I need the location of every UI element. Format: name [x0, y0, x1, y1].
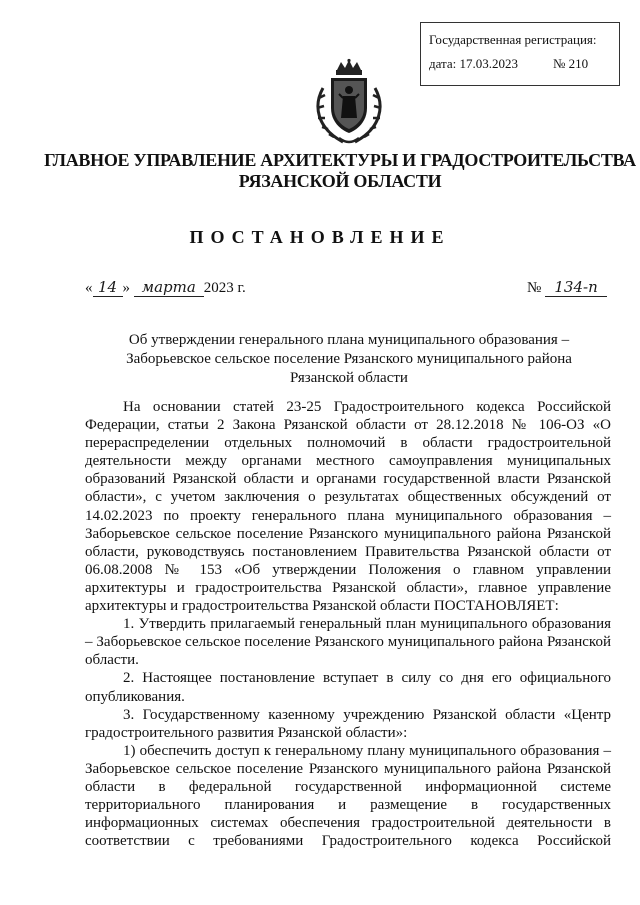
item-2-paragraph: 2. Настоящее постановление вступает в силу со дня его официального опубликования.: [85, 670, 611, 705]
document-type-title: ПОСТАНОВЛЕНИЕ: [189, 227, 451, 247]
date-month: марта: [134, 278, 204, 297]
document-number: [527, 278, 607, 297]
number-value: 134-п: [545, 278, 607, 297]
document-date: [85, 278, 246, 297]
organization-name-line2: РЯЗАНСКОЙ ОБЛАСТИ: [238, 171, 442, 191]
document-subject: [84, 331, 614, 388]
registration-date: дата: 17.03.2023: [429, 56, 519, 71]
ryazan-coat-of-arms-icon: [309, 58, 389, 146]
date-close-quote: »: [122, 280, 130, 296]
subject-line1: Об утверждении генерального плана муниципального образования –: [128, 332, 570, 348]
organization-name-line1: ГЛАВНОЕ УПРАВЛЕНИЕ АРХИТЕКТУРЫ И ГРАДОСТРОИТЕЛЬСТВА: [44, 150, 636, 170]
preamble-paragraph: На основании статей 23-25 Градостроительного кодекса Российской Федерации, статьи 2 Закона Рязанской области от 28.12.2018 № 106-ОЗ «О перераспределении отдельных полномочий в области градостроительной деятельности между органами местного самоуправления муниципальных образований Рязанской области и органами государственной власти Рязанской области», с учетом заключения о результатах общественных обсуждений от 14.02.2023 по проекту генерального плана муниципального образования – Заборьевское сельское поселение Рязанского муниципального района Рязанской области, руководствуясь постановлением Правительства Рязанской области от 06.08.2008 № 153 «Об утверждении Положения о главном управлении архитектуры и градостроительства Рязанской области», главное управление архитектуры и градостроительства Рязанской области ПОСТАНОВЛЯЕТ:: [85, 399, 611, 615]
registration-number: № 210: [553, 56, 589, 71]
item-1-paragraph: 1. Утвердить прилагаемый генеральный план муниципального образования – Заборьевское сельское поселение Рязанского муниципального района Рязанской области.: [85, 616, 611, 669]
subject-line3: Рязанской области: [290, 370, 408, 386]
document-body: [85, 398, 611, 850]
date-year: 2023 г.: [203, 280, 246, 296]
registration-stamp: [420, 22, 620, 86]
item-3-paragraph: 3. Государственному казенному учреждению Рязанской области «Центр градостроительного развития Рязанской области»:: [85, 706, 611, 741]
registration-title: Государственная регистрация:: [429, 32, 597, 47]
date-day: 14: [93, 278, 123, 297]
number-prefix: №: [527, 280, 542, 296]
subject-line2: Заборьевское сельское поселение Рязанского муниципального района: [126, 351, 572, 367]
item-3-1-paragraph: 1) обеспечить доступ к генеральному плану муниципального образования – Заборьевское сельское поселение Рязанского муниципального района Рязанской области в федеральной государственной информационной системе территориального планирования и размещение в государственных информационных системах обеспечения градостроительной деятельности в соответствии с требованиями Градостроительного кодекса Российской: [85, 742, 611, 850]
date-open-quote: «: [85, 280, 93, 296]
